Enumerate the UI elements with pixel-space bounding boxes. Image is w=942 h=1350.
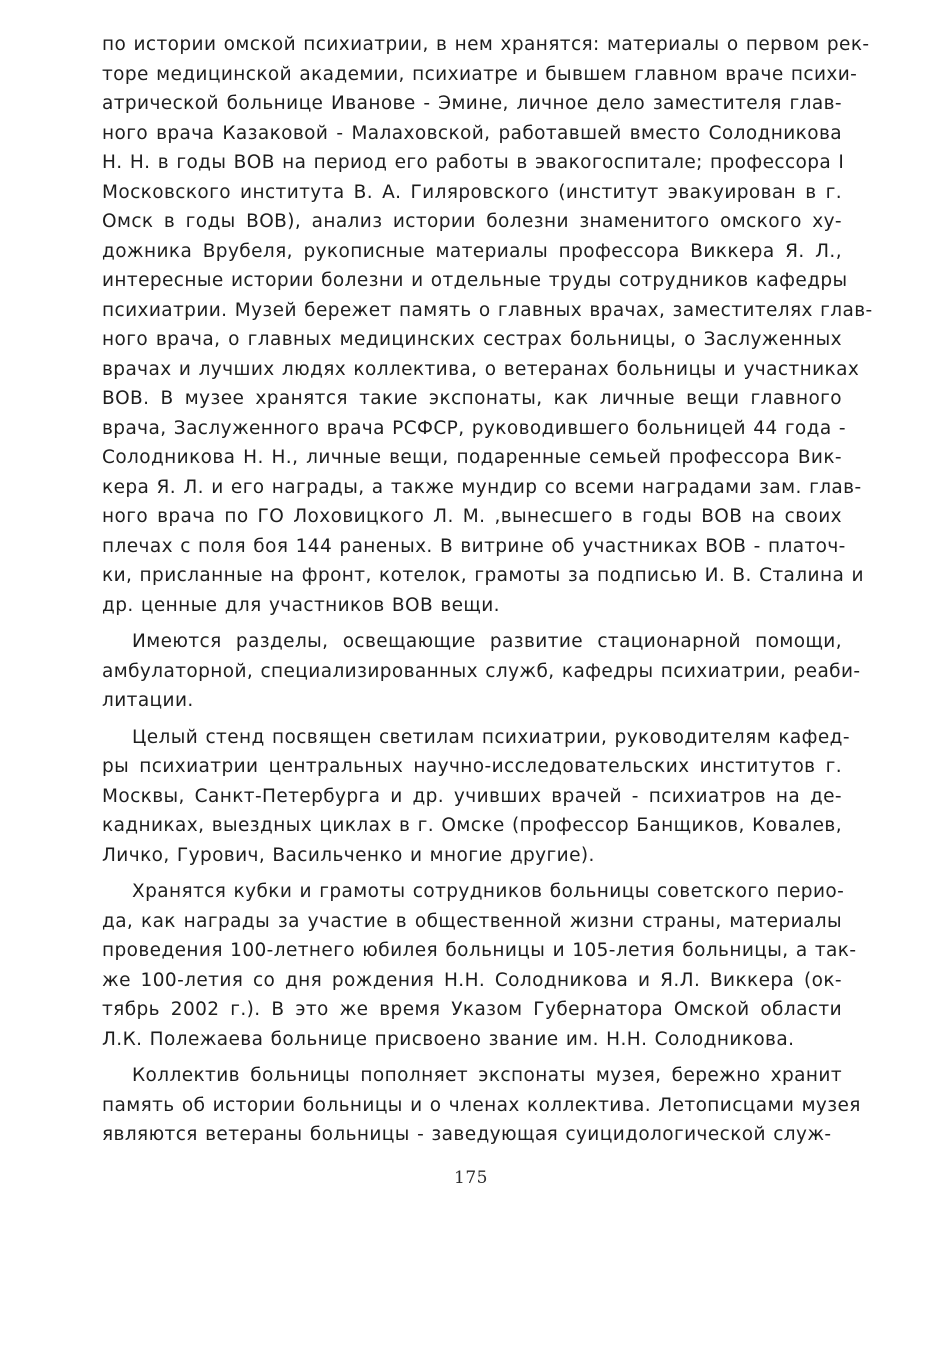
text-line: Омск в годы ВОВ), анализ истории болезни знаменитого омского ху- [102,211,842,232]
text-line: врачах и лучших людях коллектива, о ветеранах больницы и участниках [102,358,860,380]
text-line: Московского института В. А. Гиляровского (институт эвакуирован в г. [102,181,842,203]
paragraph-gap [102,870,842,877]
paragraph [102,877,857,1054]
text-line: ного врача по ГО Лоховицкого Л. М. ,вынесшего в годы ВОВ на своих [102,506,842,527]
text-line: литации. [102,690,194,711]
text-line: врача, Заслуженного врача РСФСР, руководившего больницей 44 года - [102,417,846,439]
text-line: ного врача, о главных медицинских сестрах больницы, о Заслуженных [102,329,842,350]
text-line: интересные истории болезни и отдельные труды сотрудников кафедры [102,270,848,291]
text-line: др. ценные для участников ВОВ вещи. [102,594,500,616]
text-line: кадниках, выездных циклах в г. Омске (профессор Банщиков, Ковалев, [102,815,842,836]
paragraph [102,30,873,620]
text-line: тябрь 2002 г.). В это же время Указом Губернатора Омской области [102,999,842,1020]
text-line: да, как награды за участие в общественной жизни страны, материалы [102,910,842,932]
text-line: являются ветераны больницы - заведующая суицидологической служ- [102,1124,832,1145]
paragraph-gap [102,1054,842,1061]
text-line: ки, присланные на фронт, котелок, грамоты за подписью И. В. Сталина и [102,565,864,586]
text-line: по истории омской психиатрии, в нем хранятся: материалы о первом рек- [102,34,870,55]
paragraph-gap [102,716,842,723]
text-line: Целый стенд посвящен светилам психиатрии, руководителям кафед- [132,726,850,748]
text-line: Личко, Гурович, Васильченко и многие другие). [102,844,595,866]
text-line: ры психиатрии центральных научно-исследовательских институтов г. [102,756,842,777]
text-line: дожника Врубеля, рукописные материалы профессора Виккера Я. Л., [102,240,842,262]
text-line: Коллектив больницы пополняет экспонаты музея, бережно хранит [132,1065,842,1086]
body-text [102,30,873,1150]
text-line: же 100-летия со дня рождения Н.Н. Солодникова и Я.Л. Виккера (ок- [102,969,842,991]
page-number: 175 [454,1168,488,1188]
text-line: атрической больнице Иванове - Эмине, личное дело заместителя глав- [102,93,842,114]
text-line: память об истории больницы и о членах коллектива. Летописцами музея [102,1094,861,1116]
text-line: Имеются разделы, освещающие развитие стационарной помощи, [132,631,842,652]
text-line: Н. Н. в годы ВОВ на период его работы в эвакогоспитале; профессора I [102,152,845,173]
text-line: ВОВ. В музее хранятся такие экспонаты, как личные вещи главного [102,388,842,409]
text-line: Л.К. Полежаева больнице присвоено звание им. Н.Н. Солодникова. [102,1028,795,1050]
paragraph-gap [102,620,842,627]
text-line: торе медицинской академии, психиатре и бывшем главном враче психи- [102,63,858,85]
text-line: ного врача Казаковой - Малаховской, работавшей вместо Солодникова [102,122,842,144]
text-line: Солодникова Н. Н., личные вещи, подаренные семьей профессора Вик- [102,447,842,468]
paragraph [102,627,861,716]
paragraph [102,723,850,871]
text-line: плечах с поля боя 144 раненых. В витрине об участниках ВОВ - платоч- [102,535,846,557]
paragraph [102,1061,861,1150]
text-line: Москвы, Санкт-Петербурга и др. учивших врачей - психиатров на де- [102,785,842,807]
text-line: психиатрии. Музей бережет память о главных врачах, заместителях глав- [102,299,873,321]
text-line: проведения 100-летнего юбилея больницы и 105-летия больницы, а так- [102,940,857,961]
text-line: Хранятся кубки и грамоты сотрудников больницы советского перио- [132,881,845,902]
text-line: кера Я. Л. и его награды, а также мундир со всеми наградами зам. глав- [102,476,862,498]
text-line: амбулаторной, специализированных служб, кафедры психиатрии, реаби- [102,660,861,682]
